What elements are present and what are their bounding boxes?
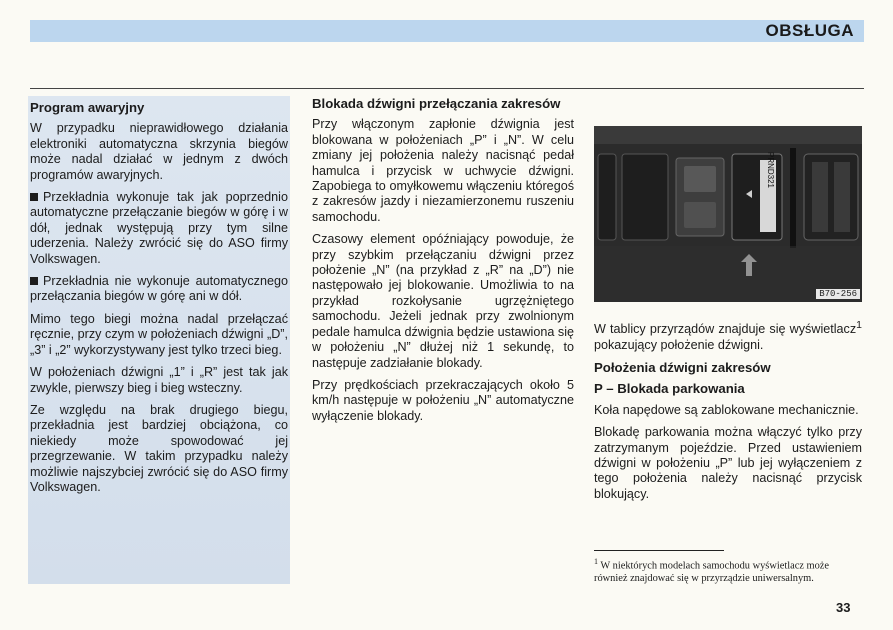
footnote-text: W niektórych modelach samochodu wyświetlacz może również znajdować się w przyrządzie uniwersalnym. [594,560,830,584]
footnote-mark: 1 [594,557,598,566]
paragraph: Koła napędowe są zablokowane mechanicznie. [594,402,859,417]
bullet-paragraph [30,274,288,305]
photo-code: B70-256 [816,289,860,299]
bullet-paragraph [30,190,288,267]
paragraph: W przypadku nieprawidłowego działania elektroniki automatyczna skrzynia biegów może nadal działać w jednym z dwóch programów awaryjnych. [30,121,288,182]
heading-lever-lock: Blokada dźwigni przełączania zakresów [312,96,561,111]
section-title: OBSŁUGA [756,20,865,42]
footnote [594,556,862,585]
page-number: 33 [836,600,851,615]
photo-caption [594,318,862,353]
paragraph: W położeniach dźwigni „1” i „R” jest tak jak zwykle, pierwszy bieg i bieg wsteczny. [30,365,288,395]
dashboard-illustration [594,126,862,302]
caption-text: W tablicy przyrządów znajduje się wyświetlacz [594,322,857,337]
gear-display-letters: PRND321 [766,151,775,189]
paragraph: Blokadę parkowania można włączyć tylko przy zatrzymanym pojeździe. Przed ustawieniem dźwigni w położeniu „P” lub jej wyłączeniem z tego położenia należy nacisnąć przycisk blokujący. [594,425,862,501]
header-bar [30,20,864,42]
subheading-park: P – Blokada parkowania [594,381,745,397]
paragraph: Czasowy element opóźniający powoduje, że przy szybkim przełączaniu dźwigni przez położenie „N” (na przykład z „R” na „D”) nie następowało jej blokowanie. Umożliwia to na przykład rozkołysanie ugrzężniętego samochodu. Jeżeli jednak przy zwolnionym pedale hamulca dźwignia będzie ustawiona się w położeniu „N” dłużej niż 1 sekundę, to następuje zadziałanie blokady. [312,232,574,370]
bullet-icon [30,193,38,201]
paragraph: Przy prędkościach przekraczających około 5 km/h następuje w położeniu „N” automatyczne wyłączenie blokady. [312,377,574,423]
bullet-text: Przekładnia wykonuje tak jak poprzednio automatyczne przełączanie biegów w górę i w dół, jednak występują przy tym silne uderzenia. Należy zwrócić się do ASO firmy Volkswagen. [30,190,288,266]
bullet-text: Przekładnia nie wykonuje automatycznego przełączania biegów w górę ani w dół. [30,274,288,304]
dashboard-photo [594,126,862,302]
paragraph: Ze względu na brak drugiego biegu, przekładnia jest bardziej obciążona, co niekiedy może spowodować jej przegrzewanie. W takim przypadku należy możliwie najszybciej zwrócić się do ASO firmy Volkswagen. [30,402,288,494]
footnote-rule [594,550,724,551]
caption-text: pokazujący położenie dźwigni. [594,337,764,352]
paragraph: Przy włączonym zapłonie dźwignia jest blokowana w położeniach „P” i „N”. W celu zmiany jej położenia należy nacisnąć pedał hamulca i przycisk w uchwycie dźwigni. Zapobiega to omyłkowemu włączeniu któregoś z zakresów jazdy i niezamierzonemu ruszeniu samochodu. [312,117,574,224]
column-emergency-program [28,96,290,584]
paragraph: Mimo tego biegi można nadal przełączać ręcznie, przy czym w położeniach dźwigni „D”, „3” i „2” wykorzystywany jest tylko trzeci bieg. [30,311,288,357]
header-rule [30,88,864,89]
bullet-icon [30,277,38,285]
column-lever-lock [312,96,574,431]
heading-emergency-program: Program awaryjny [30,100,145,115]
heading-lever-positions: Położenia dźwigni zakresów [594,360,771,375]
footnote-ref: 1 [856,319,862,331]
column-lever-positions [594,318,862,509]
